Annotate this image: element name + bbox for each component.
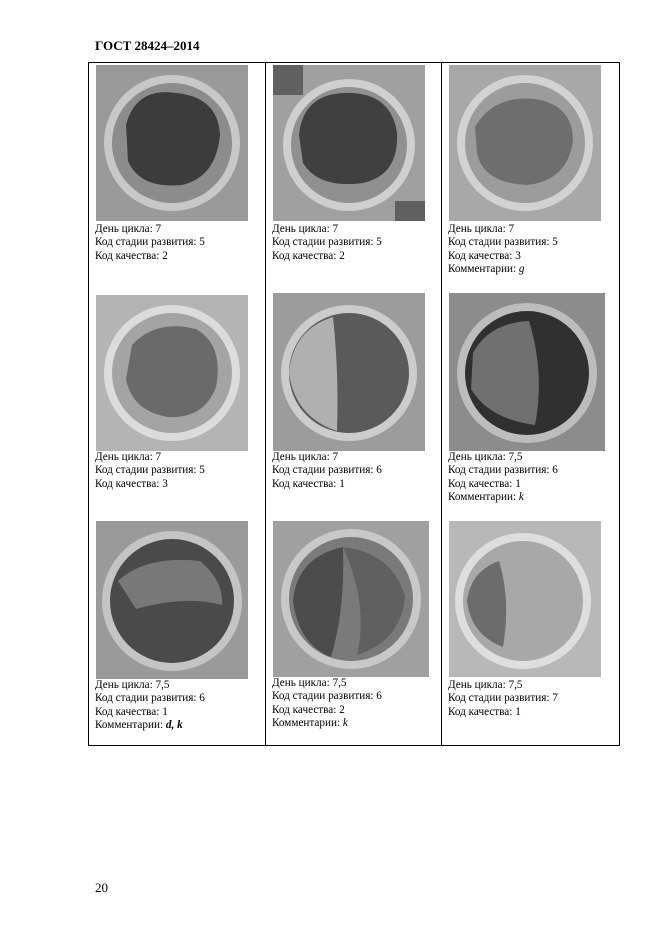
embryo-micrograph bbox=[96, 65, 248, 221]
day-value: 7 bbox=[332, 451, 339, 463]
comment-value: d, k bbox=[165, 719, 183, 732]
stage-value: 7 bbox=[552, 692, 558, 705]
embryo-micrograph bbox=[96, 521, 248, 679]
comment-value: k bbox=[342, 717, 348, 730]
column-divider bbox=[441, 63, 442, 745]
day-value: 7,5 bbox=[155, 679, 170, 691]
day-value: 7,5 bbox=[508, 451, 523, 463]
stage-value: 6 bbox=[199, 692, 205, 705]
day-value: 7,5 bbox=[332, 677, 347, 689]
day-value: 7 bbox=[155, 451, 162, 463]
embryo-caption: День цикла: 7 Код стадии развития: 5 Код качества: 3 Комментарии: g bbox=[448, 223, 558, 276]
stage-value: 6 bbox=[376, 464, 382, 477]
day-value: 7 bbox=[332, 223, 339, 235]
embryo-caption: День цикла: 7,5 Код стадии развития: 6 Код качества: 1 Комментарии: d, k bbox=[95, 679, 205, 732]
document-header: ГОСТ 28424–2014 bbox=[95, 38, 200, 53]
embryo-micrograph bbox=[449, 293, 605, 451]
column-divider bbox=[265, 63, 266, 745]
quality-value: 2 bbox=[339, 703, 345, 716]
quality-value: 1 bbox=[515, 705, 521, 718]
quality-value: 1 bbox=[515, 477, 521, 490]
comment-value: k bbox=[518, 491, 524, 504]
embryo-caption: День цикла: 7 Код стадии развития: 6 Код качества: 1 bbox=[272, 451, 382, 490]
embryo-caption: День цикла: 7 Код стадии развития: 5 Код качества: 2 bbox=[272, 223, 382, 262]
day-value: 7,5 bbox=[508, 679, 523, 691]
quality-value: 2 bbox=[162, 249, 168, 262]
embryo-micrograph bbox=[449, 521, 601, 677]
embryo-micrograph bbox=[96, 295, 248, 451]
embryo-micrograph bbox=[449, 65, 601, 221]
stage-value: 6 bbox=[376, 690, 382, 703]
stage-value: 6 bbox=[552, 464, 558, 477]
stage-value: 5 bbox=[199, 236, 205, 249]
quality-value: 2 bbox=[339, 249, 345, 262]
stage-value: 5 bbox=[199, 464, 205, 477]
embryo-caption: День цикла: 7 Код стадии развития: 5 Код качества: 3 bbox=[95, 451, 205, 490]
embryo-image-table bbox=[88, 62, 620, 746]
quality-value: 1 bbox=[339, 477, 345, 490]
page-number: 20 bbox=[95, 880, 108, 895]
embryo-micrograph bbox=[273, 293, 425, 451]
quality-value: 3 bbox=[162, 477, 168, 490]
quality-value: 1 bbox=[162, 705, 168, 718]
embryo-caption: День цикла: 7 Код стадии развития: 5 Код качества: 2 bbox=[95, 223, 205, 262]
comment-value: g bbox=[518, 263, 525, 276]
embryo-caption: День цикла: 7,5 Код стадии развития: 6 Код качества: 1 Комментарии: k bbox=[448, 451, 558, 504]
embryo-caption: День цикла: 7,5 Код стадии развития: 7 Код качества: 1 bbox=[448, 679, 558, 718]
embryo-micrograph bbox=[273, 65, 425, 221]
stage-value: 5 bbox=[376, 236, 382, 249]
day-value: 7 bbox=[508, 223, 515, 235]
embryo-micrograph bbox=[273, 521, 429, 677]
quality-value: 3 bbox=[515, 249, 521, 262]
embryo-caption: День цикла: 7,5 Код стадии развития: 6 Код качества: 2 Комментарии: k bbox=[272, 677, 382, 730]
day-value: 7 bbox=[155, 223, 162, 235]
stage-value: 5 bbox=[552, 236, 558, 249]
